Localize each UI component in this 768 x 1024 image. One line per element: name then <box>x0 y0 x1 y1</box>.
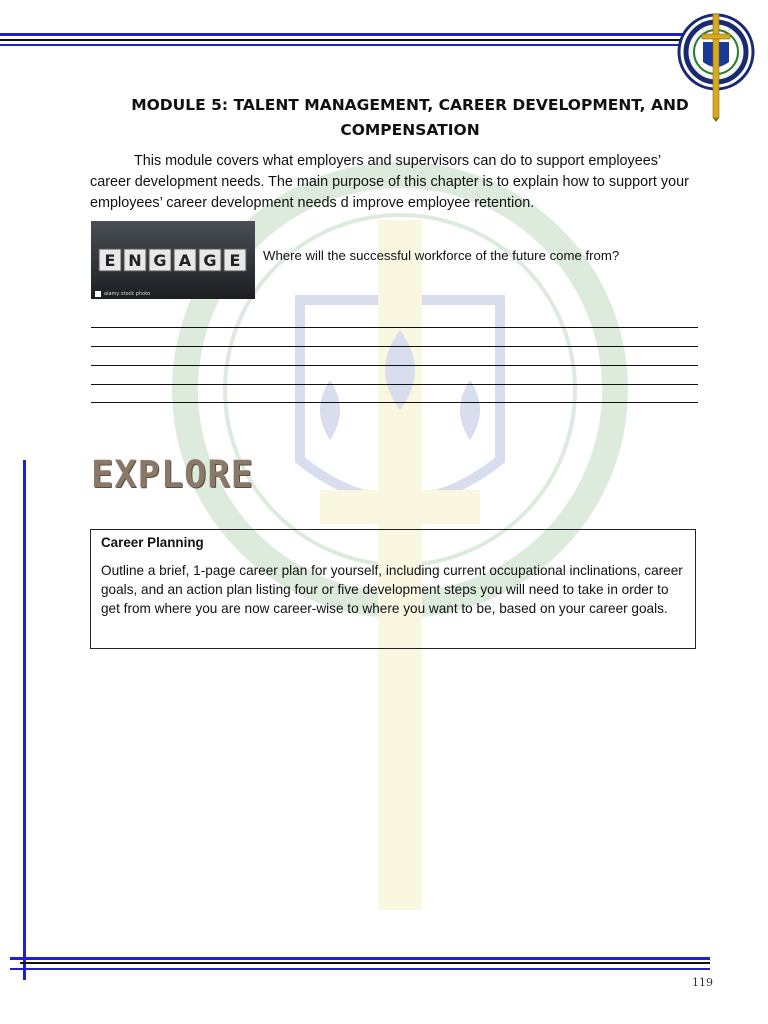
page-number: 119 <box>692 976 713 989</box>
activity-text: Outline a brief, 1-page career plan for yourself, including current occupational inclinations, career goals, and an action plan listing four or five development steps you will need to take in order to get from where you are now career-wise to where you want to be, based on your career goals. <box>101 563 683 616</box>
header-rule-black <box>0 39 690 41</box>
engage-tiles-graphic <box>91 221 255 299</box>
svg-text:G: G <box>203 251 217 270</box>
svg-text:E: E <box>229 251 241 270</box>
header-rule-blue <box>0 33 700 36</box>
answer-line[interactable] <box>91 327 698 328</box>
engage-question: Where will the successful workforce of the future come from? <box>263 248 620 263</box>
answer-line[interactable] <box>91 402 698 403</box>
page-title: MODULE 5: TALENT MANAGEMENT, CAREER DEVELOPMENT, AND COMPENSATION <box>131 96 689 139</box>
footer-rule-blue-lower <box>10 968 710 970</box>
intro-paragraph: This module covers what employers and supervisors can do to support employees’ career development needs. The main purpose of this chapter is to explain how to support your employees’ career development needs d improve employee retention. <box>90 153 689 211</box>
svg-text:N: N <box>128 251 142 270</box>
answer-line[interactable] <box>91 346 698 347</box>
footer-rule-blue <box>10 957 710 960</box>
svg-text:E: E <box>104 251 116 270</box>
header-rule-blue-lower <box>0 44 700 46</box>
engage-image-caption: alamy stock photo <box>104 291 151 297</box>
left-margin-rule <box>23 460 26 980</box>
activity-box <box>90 529 696 649</box>
svg-text:A: A <box>178 251 192 270</box>
engage-image <box>91 221 255 299</box>
explore-heading: EXPLORE <box>91 453 254 496</box>
footer-rule-black <box>20 962 710 964</box>
activity-title: Career Planning <box>101 535 204 550</box>
svg-text:G: G <box>153 251 167 270</box>
answer-line[interactable] <box>91 384 698 385</box>
answer-line[interactable] <box>91 365 698 366</box>
